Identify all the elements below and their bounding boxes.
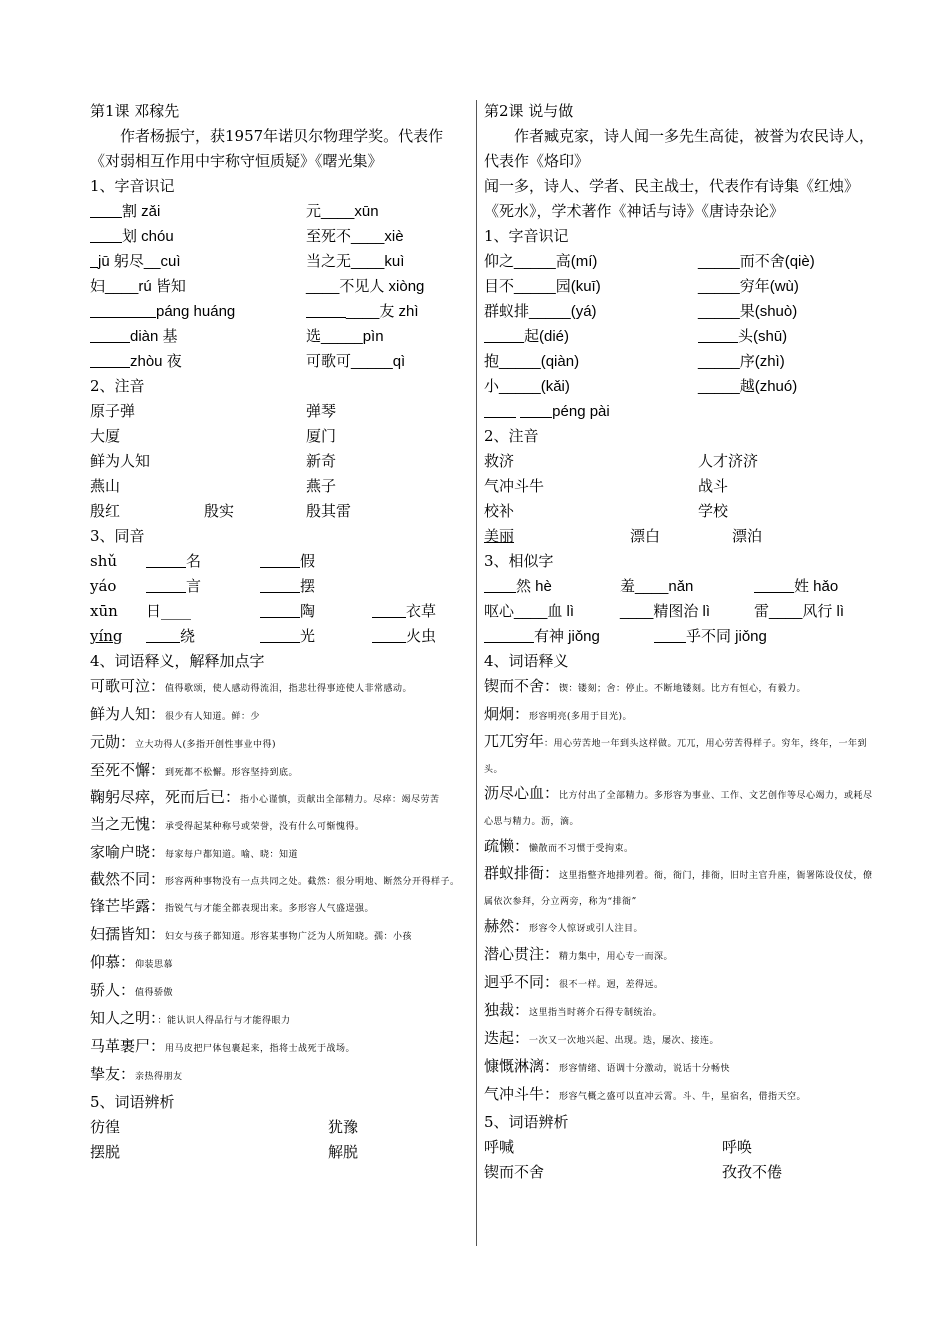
phonetic-item: 学校 <box>698 502 729 520</box>
pronunciation-row <box>484 374 876 399</box>
distinguish-row <box>484 1160 876 1185</box>
pron-item: diàn 基 <box>90 324 178 349</box>
distinguish-item: 呼唤 <box>722 1138 753 1156</box>
pronunciation-row <box>484 349 876 374</box>
phonetic-item: 美丽 <box>484 527 515 545</box>
phonetic-item: 人才济济 <box>698 452 759 470</box>
section-heading: 2、注音 <box>90 377 145 395</box>
phonetic-item: 新奇 <box>306 452 337 470</box>
pron-item: 元____xūn <box>306 203 379 220</box>
pron-item: 群蚁排_____(yá) <box>484 303 597 320</box>
phonetic-row <box>484 449 876 474</box>
definition-item: 当之无愧：承受得起某种称号或荣誉，没有什么可惭愧得。 <box>90 815 365 833</box>
pronunciation-row <box>484 399 876 424</box>
definition-item: 独裁：这里指当时蒋介石得专制统治。 <box>484 1001 663 1019</box>
pron-item: péng pài <box>484 399 610 424</box>
pron-item: 仰之_____高(mí) <box>484 253 598 270</box>
pinyin-label: shǔ <box>90 552 118 570</box>
pinyin-label: yíng <box>90 627 123 645</box>
distinguish-row <box>90 1140 470 1165</box>
phonetic-item: 殷实 <box>204 502 235 520</box>
pronunciation-row <box>90 349 470 374</box>
distinguish-item: 呼喊 <box>484 1138 515 1156</box>
definition-item: 仰慕：仰装思慕 <box>90 953 174 971</box>
section-heading: 4、词语释义，解释加点字 <box>90 652 265 670</box>
lesson-intro: 作者杨振宁，获1957年诺贝尔物理学奖。代表作《对弱相互作用中宇称守恒质疑》《曙光集》 <box>90 127 444 170</box>
phonetic-item: 漂泊 <box>732 527 763 545</box>
pron-item: jū 躬尽__cuì <box>90 249 181 274</box>
similar-item: 然 hè <box>484 574 552 599</box>
phonetic-row <box>90 449 470 474</box>
phonetic-row <box>90 499 470 524</box>
distinguish-item: 孜孜不倦 <box>722 1163 783 1181</box>
similar-item: 雷____风行 lì <box>754 603 845 620</box>
definition-item: 赫然：形容令人惊讶或引人注目。 <box>484 917 644 935</box>
definition-item: 迭起：一次又一次地兴起、出现。迭，屡次、接连。 <box>484 1029 720 1047</box>
phonetic-item: 漂白 <box>630 527 661 545</box>
pron-item: _____穷年(wù) <box>698 278 799 295</box>
section-heading: 2、注音 <box>484 427 539 445</box>
pronunciation-row <box>484 299 876 324</box>
phonetic-item: 殷其雷 <box>306 502 352 520</box>
section-heading: 1、字音识记 <box>484 227 569 245</box>
similar-item: 乎不同 jiǒng <box>654 624 767 649</box>
definition-item: 锋芒毕露：指锐气与才能全都表现出来。多形容人气盛逞强。 <box>90 897 375 915</box>
pronunciation-row <box>90 299 470 324</box>
distinguish-row <box>484 1135 876 1160</box>
pronunciation-row <box>484 249 876 274</box>
phonetic-item: 厦门 <box>306 427 337 445</box>
right-column <box>484 99 876 1185</box>
pron-item: 妇____rú 皆知 <box>90 278 186 295</box>
definition-item: 气冲斗牛：形容气概之盛可以直冲云霄。斗、牛，星宿名，借指天空。 <box>484 1085 807 1103</box>
distinguish-item: 锲而不舍 <box>484 1163 545 1181</box>
pron-item: 小_____(kǎi) <box>484 378 570 395</box>
pron-item: 至死不____xiè <box>306 228 404 245</box>
phonetic-item: 校补 <box>484 502 515 520</box>
definition-item: 兀兀穷年：用心劳苦地一年到头这样做。兀兀，用心劳苦得样子。穷年，终年，一年到头。 <box>484 732 868 775</box>
pron-item: 当之无____kuì <box>306 253 405 270</box>
pronunciation-row <box>90 224 470 249</box>
homophone-item: 名 <box>146 549 201 574</box>
definition-item: 可歌可泣：值得歌颂，使人感动得流泪，指悲壮得事迹使人非常感动。 <box>90 677 413 695</box>
phonetic-row <box>90 424 470 449</box>
distinguish-item: 犹豫 <box>328 1118 359 1136</box>
section-heading: 4、词语释义 <box>484 652 569 670</box>
phonetic-row <box>90 399 470 424</box>
homophone-row <box>90 624 470 649</box>
phonetic-item: 救济 <box>484 452 515 470</box>
pron-item: 选_____pìn <box>306 328 384 345</box>
homophone-item: 光 <box>260 624 315 649</box>
homophone-item: 火虫 <box>372 624 436 649</box>
homophone-item: 日____ <box>146 602 192 620</box>
homophone-item: 假 <box>260 549 315 574</box>
phonetic-row <box>90 474 470 499</box>
pron-item: 划 chóu <box>90 224 174 249</box>
lesson-intro: 作者臧克家，诗人闻一多先生高徒，被誉为农民诗人，代表作《烙印》 <box>484 127 875 170</box>
definition-item: 疏懒：懒散而不习惯于受拘束。 <box>484 837 634 855</box>
lesson-title: 第1课 邓稼先 <box>90 102 180 120</box>
section-heading: 5、词语辨析 <box>484 1113 569 1131</box>
definition-item: 慷慨淋漓：形容情绪、语调十分激动，说话十分畅快 <box>484 1057 731 1075</box>
definition-item: 炯炯：形容明亮(多用于目光)。 <box>484 705 633 723</box>
homophone-item: 言 <box>146 574 201 599</box>
definition-item: 家喻户晓：每家每户都知道。喻、晓：知道 <box>90 843 299 861</box>
definition-item: 妇孺皆知：妇女与孩子都知道。形容某事物广泛为人所知晓。孺：小孩 <box>90 925 413 943</box>
definition-item: 截然不同：形容两种事物没有一点共同之处。截然：很分明地、断然分开得样子。 <box>90 870 460 888</box>
distinguish-row <box>90 1115 470 1140</box>
phonetic-item: 殷红 <box>90 502 121 520</box>
pronunciation-row <box>484 324 876 349</box>
homophone-row <box>90 599 470 624</box>
pron-item: _____果(shuò) <box>698 303 798 320</box>
pronunciation-row <box>90 324 470 349</box>
definition-item: 群蚁排衙：这里指整齐地排列着。衙，衙门，排衙，旧时主官升座，衙署陈设仪仗，僚属依次参拜，分立两旁，称为“排衙” <box>484 864 873 907</box>
definition-item: 潜心贯注：精力集中，用心专一而深。 <box>484 945 674 963</box>
left-column <box>90 99 470 1165</box>
column-divider <box>476 100 477 1246</box>
pron-item: 抱_____(qiàn) <box>484 353 580 370</box>
phonetic-item: 战斗 <box>698 477 729 495</box>
pronunciation-row <box>90 249 470 274</box>
phonetic-item: 燕子 <box>306 477 337 495</box>
lesson-intro-2: 闻一多，诗人、学者、民主战士，代表作有诗集《红烛》《死水》，学术著作《神话与诗》《唐诗杂论》 <box>484 177 860 220</box>
section-heading: 5、词语辨析 <box>90 1093 175 1111</box>
phonetic-row <box>484 474 876 499</box>
pron-item: zhòu 夜 <box>90 349 182 374</box>
definition-item: 骄人：值得骄傲 <box>90 981 174 999</box>
phonetic-row <box>484 524 876 549</box>
section-heading: 3、相似字 <box>484 552 554 570</box>
phonetic-item: 弹琴 <box>306 402 337 420</box>
similar-item: 呕心____血 lì <box>484 603 575 620</box>
homophone-item: 摆 <box>260 574 315 599</box>
distinguish-item: 摆脱 <box>90 1143 121 1161</box>
similar-row <box>484 599 876 624</box>
definition-item: 元勋：立大功得人(多指开创性事业中得) <box>90 733 277 751</box>
homophone-item: 绕 <box>146 624 195 649</box>
pron-item: ____友 zhì <box>306 299 419 324</box>
phonetic-item: 原子弹 <box>90 402 136 420</box>
similar-item: 有神 jiǒng <box>484 624 600 649</box>
pron-item: _____而不舍(qiè) <box>698 253 815 270</box>
section-heading: 3、同音 <box>90 527 145 545</box>
similar-row <box>484 624 876 649</box>
definition-item: 知人之明：：能认识人得品行与才能得眼力 <box>90 1009 291 1027</box>
similar-item: 羞____nǎn <box>620 578 694 595</box>
homophone-row <box>90 549 470 574</box>
phonetic-item: 大厦 <box>90 427 121 445</box>
pronunciation-row <box>90 199 470 224</box>
pinyin-label: yáo <box>90 577 117 595</box>
pronunciation-row <box>484 274 876 299</box>
phonetic-item: 气冲斗牛 <box>484 477 545 495</box>
distinguish-item: 彷徨 <box>90 1118 121 1136</box>
homophone-row <box>90 574 470 599</box>
definition-item: 沥尽心血：比方付出了全部精力。多形容为事业、工作、文艺创作等尽心竭力，或耗尽心思与精力。沥，滴。 <box>484 784 873 827</box>
phonetic-item: 鲜为人知 <box>90 452 151 470</box>
similar-item: 姓 hǎo <box>754 574 838 599</box>
definition-item: 马革裹尸：用马皮把尸体包裹起来，指将士战死于战场。 <box>90 1037 356 1055</box>
similar-row <box>484 574 876 599</box>
definition-item: 鞠躬尽瘁，死而后已：指小心谨慎，贡献出全部精力。尽瘁：竭尽劳苦 <box>90 788 440 806</box>
pron-item: 头(shū) <box>698 324 787 349</box>
pron-item: _____序(zhì) <box>698 353 785 370</box>
section-heading: 1、字音识记 <box>90 177 175 195</box>
phonetic-row <box>484 499 876 524</box>
lesson-title: 第2课 说与做 <box>484 102 574 120</box>
pinyin-label: xūn <box>90 602 118 620</box>
phonetic-item: 燕山 <box>90 477 121 495</box>
distinguish-item: 解脱 <box>328 1143 359 1161</box>
definition-item: 迥乎不同：很不一样。迥，差得远。 <box>484 973 664 991</box>
pron-item: páng huáng <box>90 299 235 324</box>
pron-item: 目不_____园(kuī) <box>484 278 601 295</box>
pronunciation-row <box>90 274 470 299</box>
definition-item: 至死不懈：到死都不松懈。形容坚持到底。 <box>90 761 299 779</box>
definition-item: 鲜为人知：很少有人知道。鲜：少 <box>90 705 261 723</box>
definition-item: 挚友：亲热得朋友 <box>90 1065 183 1083</box>
definition-item: 锲而不舍：锲：镂刻；舍：停止。不断地镂刻。比方有恒心，有毅力。 <box>484 677 807 695</box>
pron-item: ____不见人 xiòng <box>306 278 425 295</box>
homophone-item: 衣草 <box>372 599 436 624</box>
pron-item: 起(dié) <box>484 324 569 349</box>
pron-item: 可歌可_____qì <box>306 353 406 370</box>
homophone-item: 陶 <box>260 599 315 624</box>
similar-item: ____精图治 lì <box>620 603 711 620</box>
pron-item: 割 zǎi <box>90 199 160 224</box>
pron-item: _____越(zhuó) <box>698 378 798 395</box>
